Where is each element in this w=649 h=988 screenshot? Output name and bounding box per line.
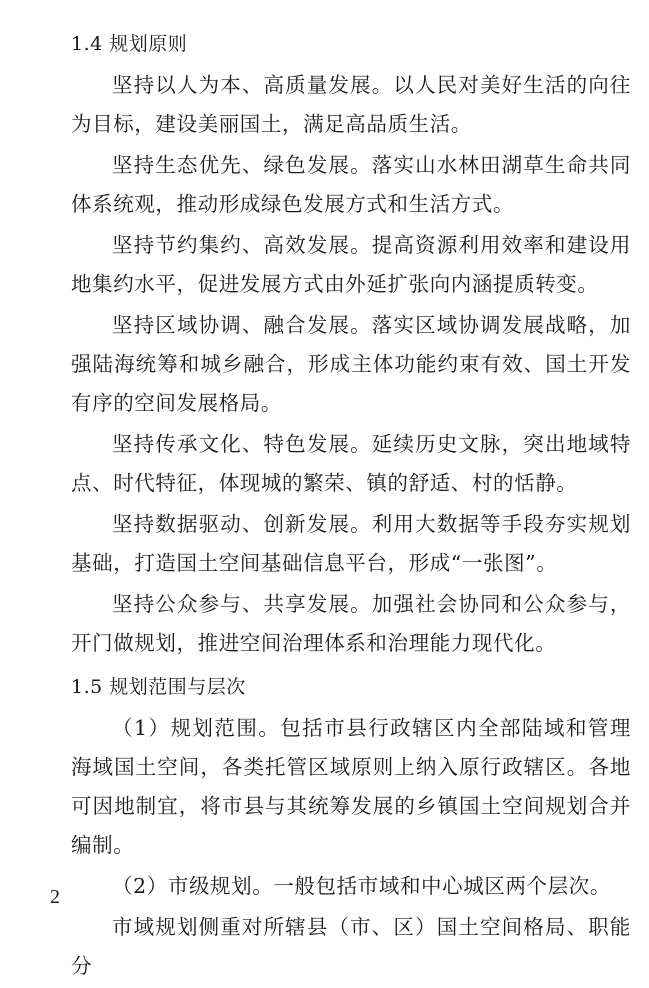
principle-cultural-heritage: 坚持传承文化、特色发展。延续历史文脉，突出地域特点、时代特征，体现城的繁荣、镇的舒适、村的恬静。 xyxy=(71,432,631,495)
principle-public-participation: 坚持公众参与、共享发展。加强社会协同和公众参与，开门做规划，推进空间治理体系和治理能力现代化。 xyxy=(71,592,631,655)
principle-intensive-use: 坚持节约集约、高效发展。提高资源利用效率和建设用地集约水平，促进发展方式由外延扩张向内涵提质转变。 xyxy=(71,233,631,296)
scope-city-level: （2）市级规划。一般包括市域和中心城区两个层次。 xyxy=(112,874,611,898)
principle-data-driven: 坚持数据驱动、创新发展。利用大数据等手段夯实规划基础，打造国土空间基础信息平台，形成“一张图”。 xyxy=(71,512,631,575)
section-heading-1-4: 1.4 规划原则 xyxy=(71,33,188,55)
section-heading-1-5: 1.5 规划范围与层次 xyxy=(71,676,246,698)
principle-regional-coordination: 坚持区域协调、融合发展。落实区域协调发展战略，加强陆海统筹和城乡融合，形成主体功能约束有效、国土开发有序的空间发展格局。 xyxy=(71,313,631,415)
page-number: 2 xyxy=(50,886,60,908)
scope-municipal-planning: 市域规划侧重对所辖县（市、区）国土空间格局、职能分 xyxy=(71,915,631,978)
scope-planning-range: （1）规划范围。包括市县行政辖区内全部陆域和管理海域国土空间，各类托管区域原则上纳入原行政辖区。各地可因地制宜，将市县与其统筹发展的乡镇国土空间规划合并编制。 xyxy=(71,716,631,857)
principle-ecology-first: 坚持生态优先、绿色发展。落实山水林田湖草生命共同体系统观，推动形成绿色发展方式和生活方式。 xyxy=(71,153,631,216)
document-body xyxy=(71,22,631,988)
principle-people-oriented: 坚持以人为本、高质量发展。以人民对美好生活的向往为目标，建设美丽国土，满足高品质生活。 xyxy=(71,73,631,136)
